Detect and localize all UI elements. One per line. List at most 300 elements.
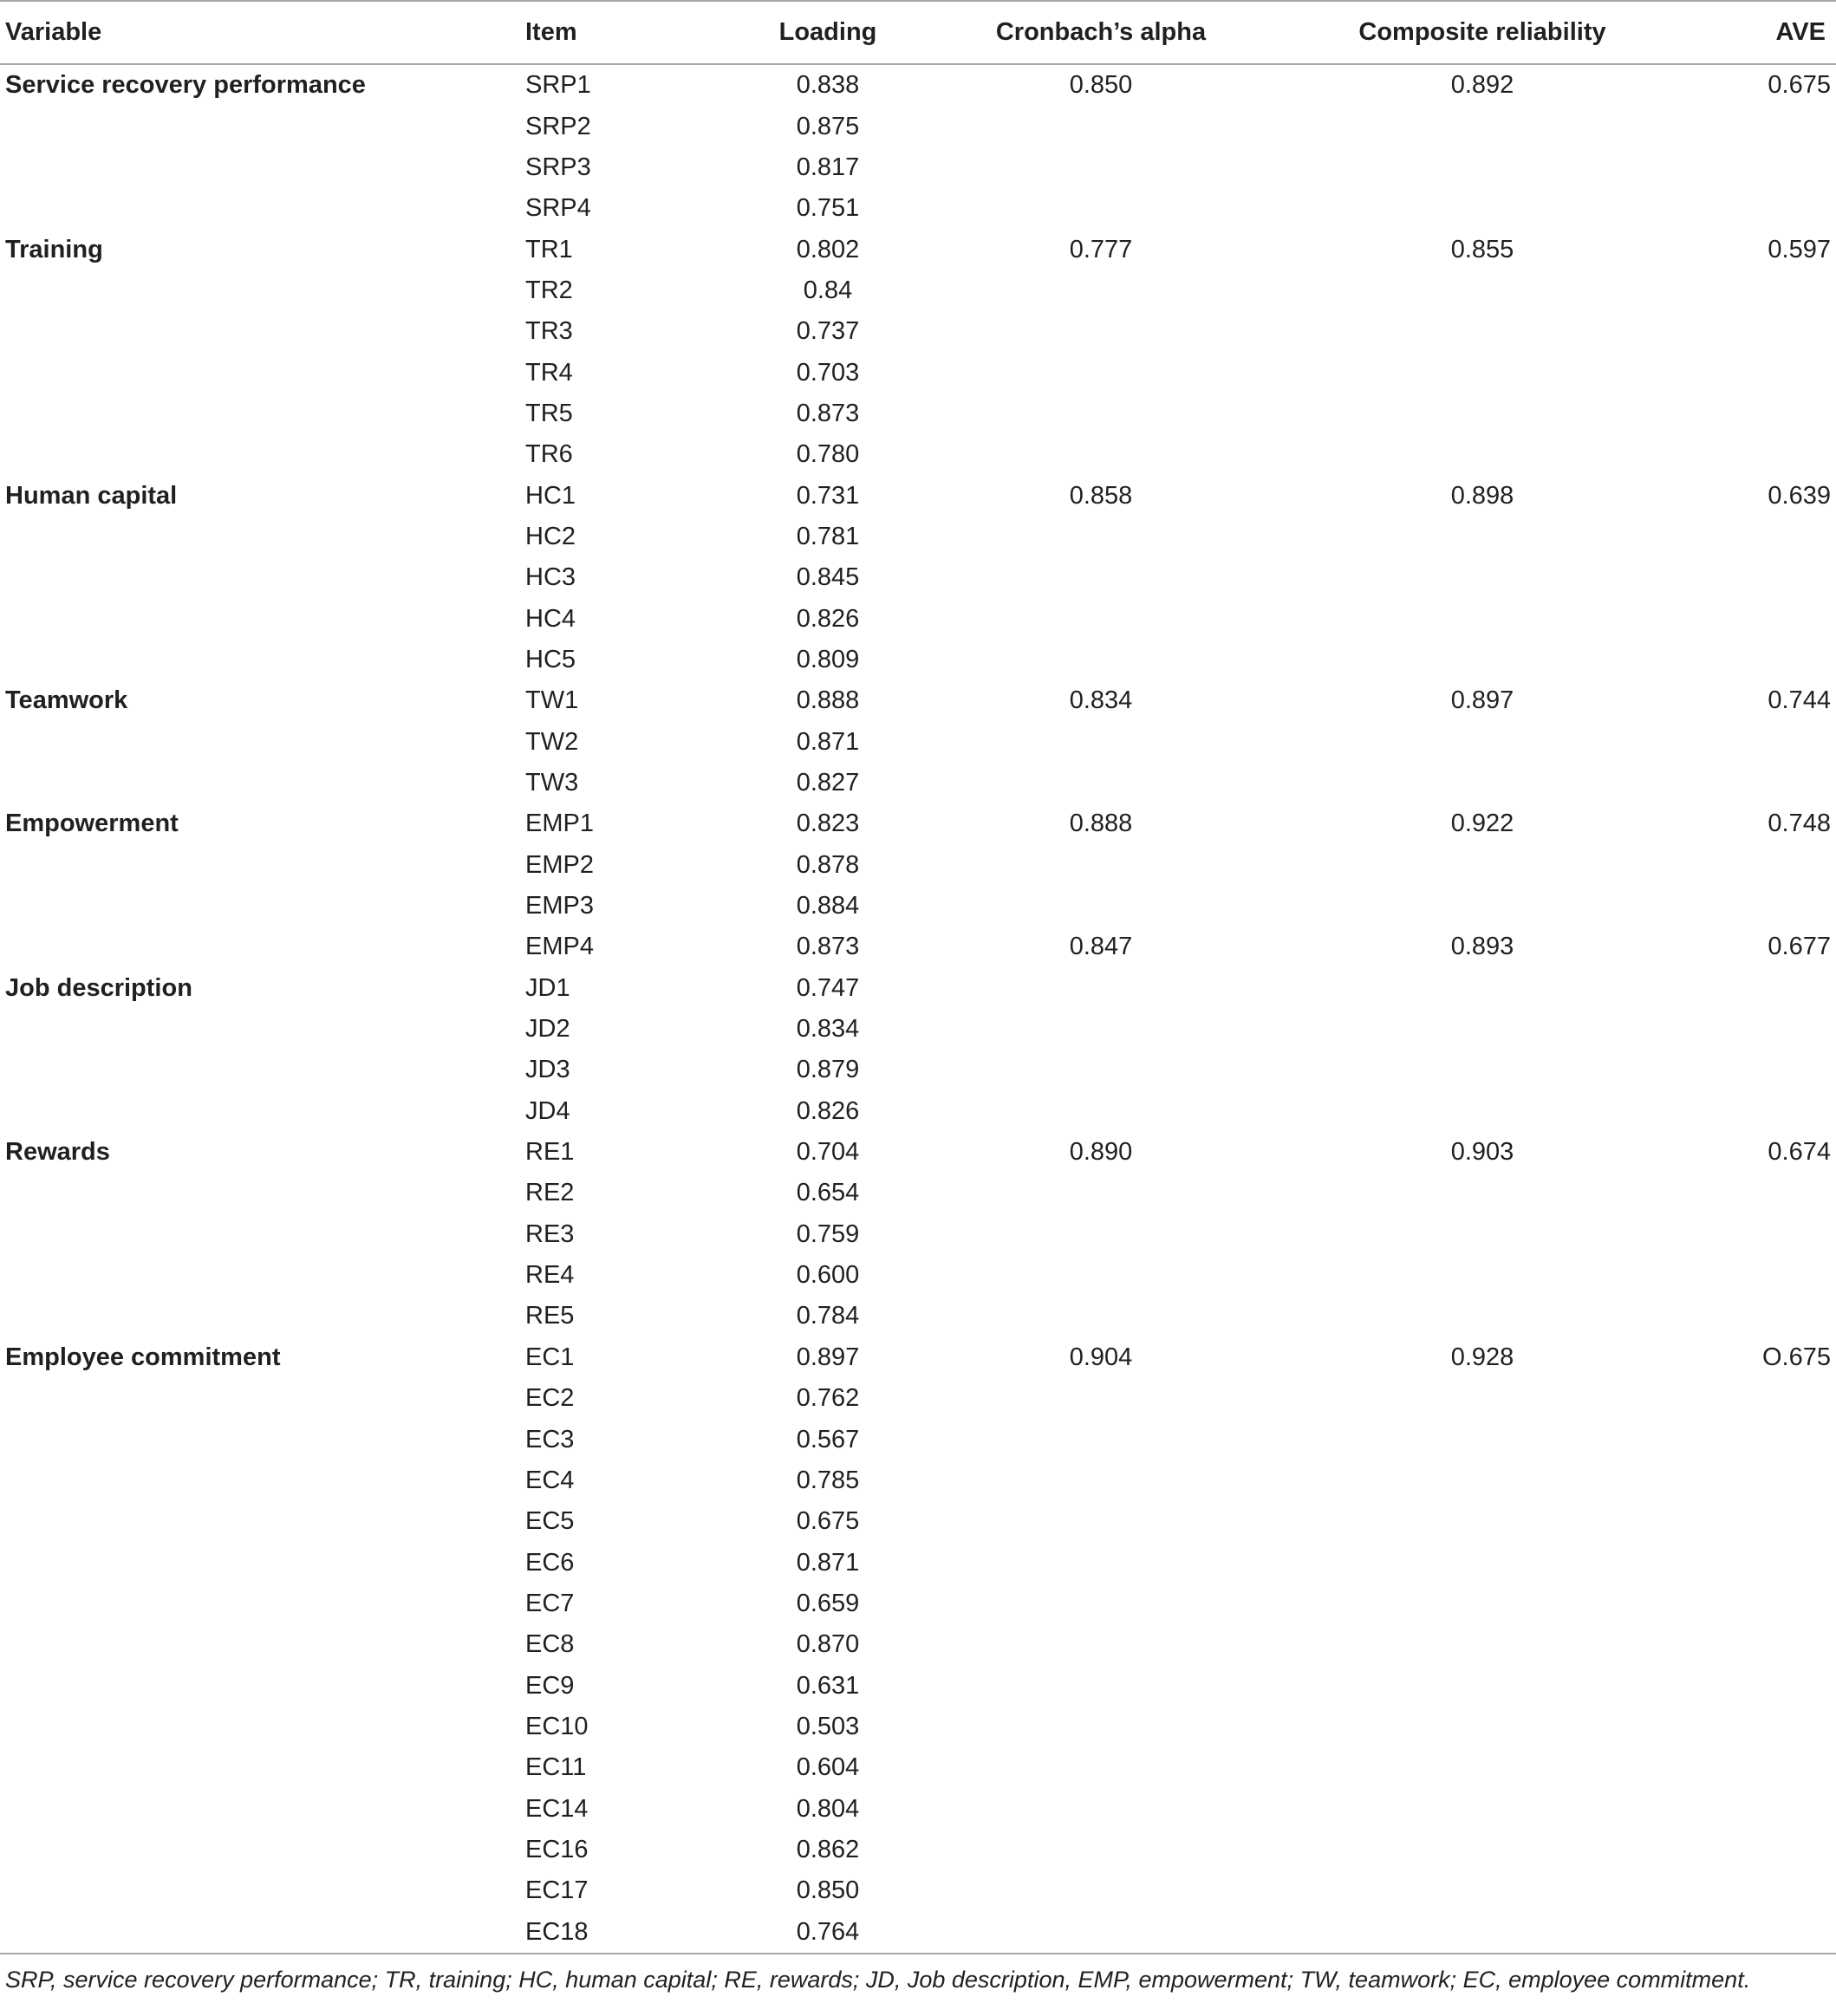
cell-variable: Human capital: [5, 481, 178, 510]
header-cronbach-alpha: Cronbach’s alpha: [919, 1, 1283, 64]
cell-cronbach-alpha: [919, 1501, 1283, 1542]
cell-variable: [0, 1255, 520, 1296]
table-row: [0, 1091, 1836, 1132]
cell-variable: [0, 640, 520, 680]
cell-item: EC11: [525, 1753, 587, 1782]
cell-cronbach-alpha: [919, 1584, 1283, 1624]
table-row: [0, 64, 1836, 106]
cell-cronbach-alpha: [919, 188, 1283, 229]
cell-item: EC7: [525, 1589, 575, 1617]
cell-composite-reliability: [1283, 1091, 1682, 1132]
cell-cronbach-alpha: [919, 1296, 1283, 1336]
cell-variable: [0, 517, 520, 557]
cell-variable: [0, 1584, 520, 1624]
header-variable: Variable: [0, 1, 520, 64]
cell-variable: [0, 434, 520, 475]
cell-cronbach-alpha: [919, 1009, 1283, 1050]
table-row: [0, 1255, 1836, 1296]
cell-cronbach-alpha: [919, 598, 1283, 639]
cell-variable: [0, 1091, 520, 1132]
table-row: [0, 1911, 1836, 1953]
table-row: [0, 803, 1836, 844]
cell-variable: [0, 1460, 520, 1501]
cell-cronbach-alpha: [919, 968, 1283, 1009]
cell-variable: Rewards: [5, 1138, 110, 1167]
table-row: [0, 763, 1836, 803]
cell-ave: [1682, 1255, 1836, 1296]
cell-cronbach-alpha: [919, 352, 1283, 393]
table-row: [0, 1173, 1836, 1213]
cell-loading: 0.878: [796, 850, 860, 879]
cell-item: EC8: [525, 1630, 575, 1659]
table-row: [0, 598, 1836, 639]
cell-item: RE5: [525, 1302, 575, 1330]
cell-item: TR2: [525, 276, 573, 304]
table-row: [0, 722, 1836, 763]
cell-loading: 0.747: [796, 973, 860, 1002]
cell-ave: [1682, 106, 1836, 146]
cell-loading: 0.850: [796, 1876, 860, 1905]
cell-variable: [0, 188, 520, 229]
table-row: [0, 1132, 1836, 1173]
cell-variable: [0, 270, 520, 311]
cell-composite-reliability: 0.922: [1450, 810, 1514, 838]
cell-item: HC4: [525, 604, 576, 633]
cell-loading: 0.704: [796, 1138, 860, 1167]
cell-loading: 0.737: [796, 317, 860, 346]
cell-cronbach-alpha: [919, 1542, 1283, 1583]
cell-variable: Empowerment: [5, 810, 179, 838]
cell-cronbach-alpha: [919, 763, 1283, 803]
table-row: [0, 352, 1836, 393]
cell-item: SRP2: [525, 112, 591, 140]
cell-variable: [0, 1050, 520, 1090]
cell-composite-reliability: [1283, 147, 1682, 188]
cell-composite-reliability: [1283, 352, 1682, 393]
cell-cronbach-alpha: [919, 1378, 1283, 1419]
cell-composite-reliability: [1283, 1542, 1682, 1583]
cell-ave: 0.677: [1768, 933, 1831, 961]
cell-loading: 0.785: [796, 1466, 860, 1494]
cell-loading: 0.879: [796, 1056, 860, 1084]
table-row: [0, 1707, 1836, 1747]
cell-ave: [1682, 147, 1836, 188]
cell-loading: 0.862: [796, 1835, 860, 1863]
cell-cronbach-alpha: [919, 1788, 1283, 1829]
table-row: [0, 1337, 1836, 1378]
cell-ave: [1682, 434, 1836, 475]
cell-composite-reliability: [1283, 845, 1682, 886]
cell-item: EC2: [525, 1384, 575, 1413]
cell-loading: 0.654: [796, 1179, 860, 1207]
table-row: [0, 1830, 1836, 1870]
table-row: [0, 1501, 1836, 1542]
cell-composite-reliability: [1283, 640, 1682, 680]
cell-variable: Teamwork: [5, 686, 128, 715]
cell-composite-reliability: [1283, 434, 1682, 475]
cell-loading: 0.884: [796, 892, 860, 920]
cell-cronbach-alpha: [919, 393, 1283, 434]
cell-loading: 0.838: [796, 71, 860, 100]
cell-variable: [0, 1830, 520, 1870]
cell-cronbach-alpha: [919, 147, 1283, 188]
cell-variable: [0, 106, 520, 146]
cell-cronbach-alpha: [919, 1050, 1283, 1090]
cell-variable: [0, 886, 520, 927]
cell-composite-reliability: [1283, 393, 1682, 434]
cell-composite-reliability: [1283, 270, 1682, 311]
cell-item: EC4: [525, 1466, 575, 1494]
cell-item: SRP4: [525, 194, 591, 223]
cell-loading: 0.888: [796, 686, 860, 715]
cell-item: EMP2: [525, 850, 594, 879]
table-row: [0, 1009, 1836, 1050]
cell-item: RE4: [525, 1261, 575, 1290]
cell-ave: [1682, 1665, 1836, 1706]
cell-item: EC6: [525, 1548, 575, 1577]
cell-composite-reliability: [1283, 1460, 1682, 1501]
cell-cronbach-alpha: 0.850: [1069, 71, 1133, 100]
cell-ave: [1682, 1830, 1836, 1870]
cell-item: RE3: [525, 1219, 575, 1248]
cell-ave: 0.744: [1768, 686, 1831, 715]
cell-variable: [0, 1173, 520, 1213]
table-row: [0, 1870, 1836, 1911]
cell-loading: 0.631: [796, 1671, 860, 1700]
cell-loading: 0.873: [796, 933, 860, 961]
cell-ave: [1682, 1173, 1836, 1213]
cell-loading: 0.826: [796, 604, 860, 633]
cell-loading: 0.802: [796, 235, 860, 263]
table-row: [0, 1378, 1836, 1419]
cell-item: SRP3: [525, 153, 591, 181]
cell-loading: 0.759: [796, 1219, 860, 1248]
cell-item: TW3: [525, 769, 579, 797]
cell-item: EC9: [525, 1671, 575, 1700]
cell-cronbach-alpha: [919, 311, 1283, 352]
cell-ave: [1682, 763, 1836, 803]
cell-cronbach-alpha: [919, 1255, 1283, 1296]
cell-composite-reliability: [1283, 1788, 1682, 1829]
cell-composite-reliability: [1283, 1707, 1682, 1747]
cell-loading: 0.703: [796, 358, 860, 387]
cell-loading: 0.600: [796, 1261, 860, 1290]
cell-cronbach-alpha: [919, 640, 1283, 680]
table-body: [0, 64, 1836, 1954]
table-row: [0, 188, 1836, 229]
table-row: [0, 270, 1836, 311]
cell-loading: 0.675: [796, 1507, 860, 1536]
cell-loading: 0.871: [796, 1548, 860, 1577]
cell-composite-reliability: [1283, 106, 1682, 146]
cell-item: TR4: [525, 358, 573, 387]
cell-ave: [1682, 270, 1836, 311]
cell-loading: 0.809: [796, 645, 860, 673]
table-row: [0, 640, 1836, 680]
cell-variable: [0, 147, 520, 188]
cell-ave: [1682, 722, 1836, 763]
cell-ave: [1682, 517, 1836, 557]
table-row: [0, 393, 1836, 434]
cell-variable: [0, 845, 520, 886]
cell-variable: [0, 352, 520, 393]
cell-loading: 0.604: [796, 1753, 860, 1782]
cell-variable: Training: [5, 235, 103, 263]
cell-variable: [0, 1378, 520, 1419]
table-row: [0, 1460, 1836, 1501]
cell-composite-reliability: [1283, 1378, 1682, 1419]
cell-variable: Service recovery performance: [5, 71, 366, 100]
header-loading: Loading: [737, 1, 919, 64]
cell-item: EC10: [525, 1712, 589, 1740]
cell-item: EC5: [525, 1507, 575, 1536]
table-footnote: SRP, service recovery performance; TR, training; HC, human capital; RE, rewards; JD, Job description, EMP, empowerment; TW, teamwork; EC, employee commitment.: [5, 1966, 1751, 1993]
cell-ave: [1682, 557, 1836, 598]
cell-loading: 0.780: [796, 440, 860, 469]
cell-variable: [0, 1214, 520, 1255]
cell-composite-reliability: [1283, 1870, 1682, 1911]
cell-item: RE2: [525, 1179, 575, 1207]
cell-ave: [1682, 1009, 1836, 1050]
cell-ave: [1682, 1624, 1836, 1665]
cell-variable: [0, 1009, 520, 1050]
cell-ave: [1682, 1214, 1836, 1255]
cell-cronbach-alpha: [919, 1091, 1283, 1132]
cell-item: SRP1: [525, 71, 591, 100]
cell-ave: [1682, 1870, 1836, 1911]
cell-ave: [1682, 1501, 1836, 1542]
cell-composite-reliability: [1283, 1214, 1682, 1255]
cell-composite-reliability: [1283, 1584, 1682, 1624]
cell-item: EC14: [525, 1794, 589, 1823]
cell-loading: 0.84: [803, 276, 853, 304]
cell-variable: [0, 598, 520, 639]
cell-loading: 0.873: [796, 399, 860, 427]
cell-item: TR3: [525, 317, 573, 346]
cell-ave: [1682, 886, 1836, 927]
cell-item: EMP3: [525, 892, 594, 920]
cell-ave: [1682, 1050, 1836, 1090]
cell-cronbach-alpha: [919, 1419, 1283, 1460]
table-row: [0, 1747, 1836, 1788]
cell-variable: [0, 1788, 520, 1829]
cell-cronbach-alpha: [919, 1665, 1283, 1706]
cell-variable: [0, 1624, 520, 1665]
cell-cronbach-alpha: [919, 1707, 1283, 1747]
cell-loading: 0.764: [737, 1911, 919, 1953]
table-row: [0, 927, 1836, 967]
cell-cronbach-alpha: 0.890: [1069, 1138, 1133, 1167]
cell-ave: [1682, 188, 1836, 229]
cell-cronbach-alpha: [919, 434, 1283, 475]
cell-ave: [1682, 1707, 1836, 1747]
cell-item: EC16: [525, 1835, 589, 1863]
cell-loading: 0.897: [796, 1343, 860, 1371]
table-row: [0, 475, 1836, 516]
cell-item: TW1: [525, 686, 579, 715]
cell-ave: [1682, 311, 1836, 352]
cell-ave: [1682, 1460, 1836, 1501]
cell-composite-reliability: 0.928: [1450, 1343, 1514, 1371]
table-row: [0, 1419, 1836, 1460]
header-row: [0, 1, 1836, 64]
table-row: [0, 1584, 1836, 1624]
cell-loading: 0.871: [796, 727, 860, 756]
cell-composite-reliability: [1283, 722, 1682, 763]
header-ave: AVE: [1682, 1, 1836, 64]
cell-loading: 0.834: [796, 1015, 860, 1044]
cell-cronbach-alpha: [919, 1173, 1283, 1213]
cell-ave: [1682, 1378, 1836, 1419]
cell-cronbach-alpha: [919, 517, 1283, 557]
cell-ave: [1682, 640, 1836, 680]
cell-cronbach-alpha: [919, 1911, 1283, 1953]
cell-composite-reliability: 0.893: [1450, 933, 1514, 961]
cell-ave: 0.748: [1768, 810, 1831, 838]
cell-cronbach-alpha: 0.904: [1069, 1343, 1133, 1371]
cell-variable: [0, 393, 520, 434]
cell-item: EMP1: [525, 810, 594, 838]
cell-loading: 0.870: [796, 1630, 860, 1659]
cell-ave: [1682, 1296, 1836, 1336]
cell-item: RE1: [525, 1138, 575, 1167]
header-item: Item: [520, 1, 737, 64]
cell-cronbach-alpha: [919, 1460, 1283, 1501]
table-row: [0, 1214, 1836, 1255]
table-row: [0, 845, 1836, 886]
cell-ave: 0.639: [1768, 481, 1831, 510]
cell-variable: [0, 1542, 520, 1583]
table-row: [0, 1665, 1836, 1706]
cell-loading: 0.659: [796, 1589, 860, 1617]
cell-variable: [0, 722, 520, 763]
cell-composite-reliability: [1283, 1830, 1682, 1870]
table-row: [0, 680, 1836, 721]
cell-loading: 0.784: [796, 1302, 860, 1330]
cell-item: TR6: [525, 440, 573, 469]
cell-ave: [1682, 968, 1836, 1009]
table-row: [0, 434, 1836, 475]
cell-composite-reliability: [1283, 311, 1682, 352]
table-row: [0, 1624, 1836, 1665]
cell-composite-reliability: 0.892: [1450, 71, 1514, 100]
cell-variable: [0, 1707, 520, 1747]
table-row: [0, 1542, 1836, 1583]
cell-loading: 0.845: [796, 563, 860, 592]
cell-ave: [1682, 1584, 1836, 1624]
cell-cronbach-alpha: [919, 1870, 1283, 1911]
cell-variable: [0, 1501, 520, 1542]
cell-ave: O.675: [1762, 1343, 1831, 1371]
cell-item: HC1: [525, 481, 576, 510]
cell-cronbach-alpha: [919, 270, 1283, 311]
cell-ave: [1682, 1747, 1836, 1788]
table-row: [0, 1050, 1836, 1090]
cell-ave: [1682, 1542, 1836, 1583]
cell-composite-reliability: 0.903: [1450, 1138, 1514, 1167]
table-row: [0, 886, 1836, 927]
cell-composite-reliability: 0.898: [1450, 481, 1514, 510]
cell-item: TR5: [525, 399, 573, 427]
cell-item: HC5: [525, 645, 576, 673]
table-row: [0, 1296, 1836, 1336]
cell-cronbach-alpha: [919, 1830, 1283, 1870]
cell-variable: [0, 1665, 520, 1706]
cell-ave: [1682, 1419, 1836, 1460]
cell-loading: 0.875: [796, 112, 860, 140]
cell-variable: [0, 1747, 520, 1788]
cell-variable: [0, 1296, 520, 1336]
cell-composite-reliability: [1283, 517, 1682, 557]
cell-variable: Job description: [5, 973, 192, 1002]
cell-loading: 0.826: [796, 1096, 860, 1125]
cell-cronbach-alpha: [919, 1747, 1283, 1788]
table-row: [0, 968, 1836, 1009]
cell-composite-reliability: [1283, 1665, 1682, 1706]
cell-item: EMP4: [525, 933, 594, 961]
table-row: [0, 106, 1836, 146]
cell-composite-reliability: [1283, 886, 1682, 927]
cell-ave: [1682, 352, 1836, 393]
cell-composite-reliability: [1283, 1050, 1682, 1090]
cell-cronbach-alpha: 0.888: [1069, 810, 1133, 838]
cell-variable: [0, 1870, 520, 1911]
cell-ave: [1682, 393, 1836, 434]
header-composite-reliability: Composite reliability: [1283, 1, 1682, 64]
cell-item: EC1: [525, 1343, 575, 1371]
cell-composite-reliability: [1283, 188, 1682, 229]
cell-ave: 0.675: [1768, 71, 1831, 100]
table-row: [0, 147, 1836, 188]
table-row: [0, 311, 1836, 352]
cell-cronbach-alpha: [919, 557, 1283, 598]
cell-loading: 0.804: [796, 1794, 860, 1823]
cell-cronbach-alpha: [919, 106, 1283, 146]
cell-composite-reliability: [1283, 1419, 1682, 1460]
cell-item: EC3: [525, 1425, 575, 1453]
cell-ave: [1682, 1091, 1836, 1132]
table-row: [0, 229, 1836, 270]
cell-item: EC17: [525, 1876, 589, 1905]
cell-variable: Employee commitment: [5, 1343, 281, 1371]
cell-loading: 0.823: [796, 810, 860, 838]
table-row: [0, 1788, 1836, 1829]
cell-loading: 0.762: [796, 1384, 860, 1413]
table-header: [0, 1, 1836, 64]
cell-variable: [0, 1911, 520, 1953]
cell-item: JD1: [525, 973, 570, 1002]
cell-composite-reliability: [1283, 968, 1682, 1009]
cell-ave: 0.674: [1768, 1138, 1831, 1167]
cell-item: JD2: [525, 1015, 570, 1044]
cell-cronbach-alpha: [919, 886, 1283, 927]
cell-ave: [1682, 598, 1836, 639]
cell-cronbach-alpha: [919, 1624, 1283, 1665]
cell-loading: 0.731: [796, 481, 860, 510]
cell-item: HC3: [525, 563, 576, 592]
cell-loading: 0.567: [796, 1425, 860, 1453]
cell-composite-reliability: [1283, 1296, 1682, 1336]
cell-cronbach-alpha: [919, 722, 1283, 763]
cell-cronbach-alpha: 0.858: [1069, 481, 1133, 510]
table-row: [0, 557, 1836, 598]
cell-variable: [0, 1419, 520, 1460]
cell-composite-reliability: [1283, 557, 1682, 598]
cell-loading: 0.781: [796, 522, 860, 550]
cell-composite-reliability: [1283, 1624, 1682, 1665]
cell-item: TW2: [525, 727, 579, 756]
cell-loading: 0.751: [796, 194, 860, 223]
